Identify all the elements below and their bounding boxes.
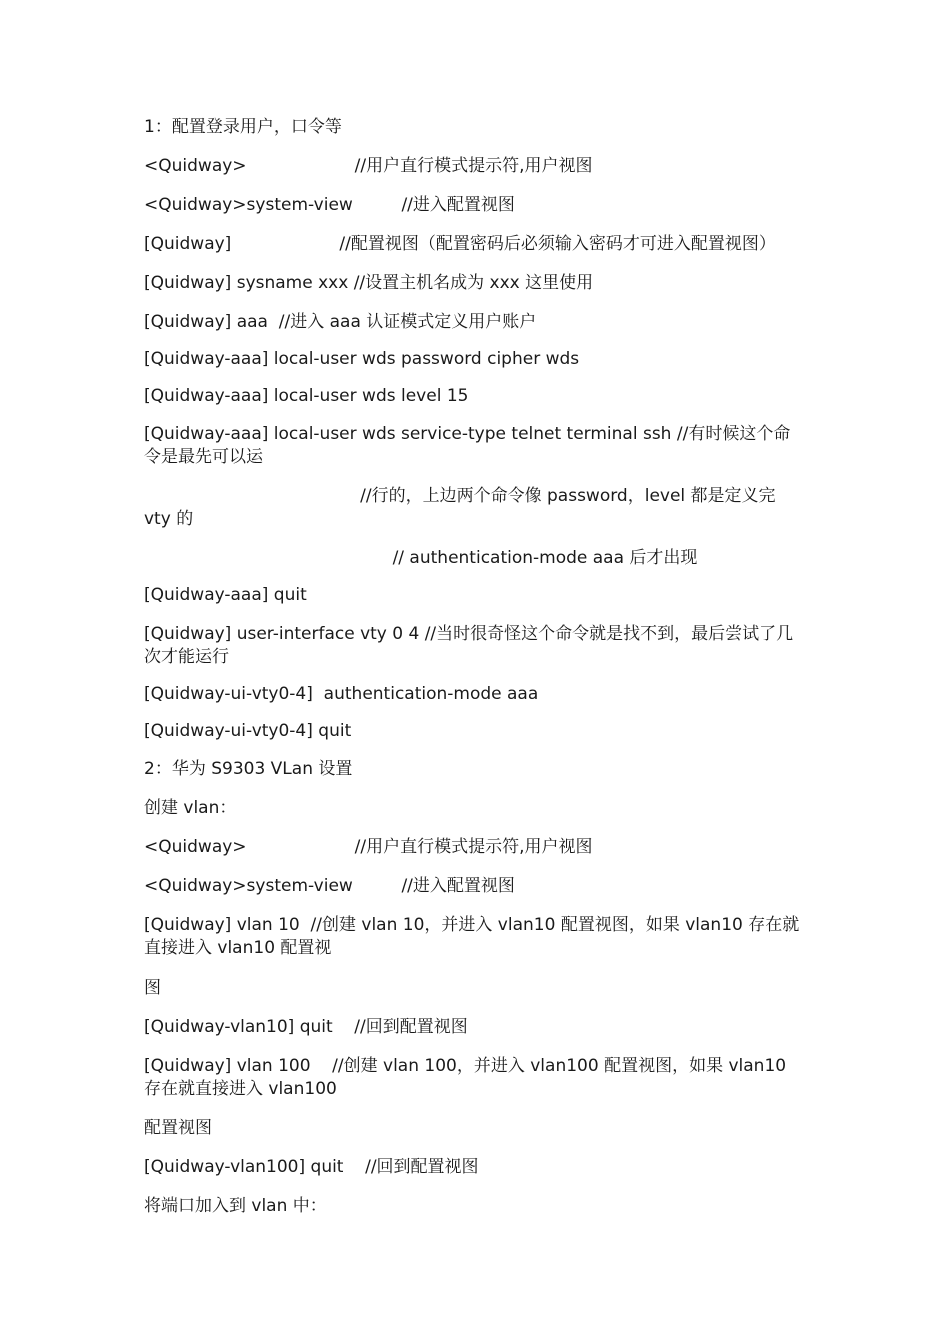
text-line: [Quidway] user-interface vty 0 4 //当时很奇怪这个命令就是找不到，最后尝试了几次才能运行 [144, 624, 794, 667]
text-line: <Quidway> //用户直行模式提示符,用户视图 [144, 156, 593, 176]
text-line: [Quidway-aaa] local-user wds service-type telnet terminal ssh //有时候这个命令是最先可以运 [144, 424, 791, 467]
text-line: // authentication-mode aaa 后才出现 [144, 548, 698, 568]
text-line: [Quidway-ui-vty0-4] quit [144, 721, 352, 741]
text-line: <Quidway>system-view //进入配置视图 [144, 195, 515, 215]
text-line: [Quidway-vlan100] quit //回到配置视图 [144, 1157, 479, 1177]
text-line: [Quidway-aaa] local-user wds level 15 [144, 386, 469, 406]
text-line: 配置视图 [144, 1118, 212, 1138]
text-line: <Quidway> //用户直行模式提示符,用户视图 [144, 837, 593, 857]
text-line: 创建 vlan： [144, 798, 237, 818]
text-line: [Quidway] //配置视图（配置密码后必须输入密码才可进入配置视图） [144, 234, 776, 254]
text-line: [Quidway-vlan10] quit //回到配置视图 [144, 1017, 468, 1037]
text-line: //行的，上边两个命令像 password，level 都是定义完 vty 的 [144, 486, 781, 529]
text-line: 将端口加入到 vlan 中： [144, 1196, 327, 1216]
text-line: [Quidway] sysname xxx //设置主机名成为 xxx 这里使用 [144, 273, 594, 293]
text-line: [Quidway] aaa //进入 aaa 认证模式定义用户账户 [144, 312, 537, 332]
text-line: [Quidway] vlan 10 //创建 vlan 10，并进入 vlan10 配置视图，如果 vlan10 存在就直接进入 vlan10 配置视 [144, 915, 800, 958]
text-line: [Quidway] vlan 100 //创建 vlan 100，并进入 vlan100 配置视图，如果 vlan10 存在就直接进入 vlan100 [144, 1056, 792, 1099]
text-line: <Quidway>system-view //进入配置视图 [144, 876, 515, 896]
text-line: 图 [144, 978, 161, 998]
section-heading-vlan: 2：华为 S9303 VLan 设置 [144, 759, 353, 779]
text-line: [Quidway-aaa] quit [144, 585, 307, 605]
section-heading-login: 1：配置登录用户，口令等 [144, 117, 342, 137]
text-line: [Quidway-ui-vty0-4] authentication-mode aaa [144, 684, 539, 704]
text-line: [Quidway-aaa] local-user wds password cipher wds [144, 349, 580, 369]
